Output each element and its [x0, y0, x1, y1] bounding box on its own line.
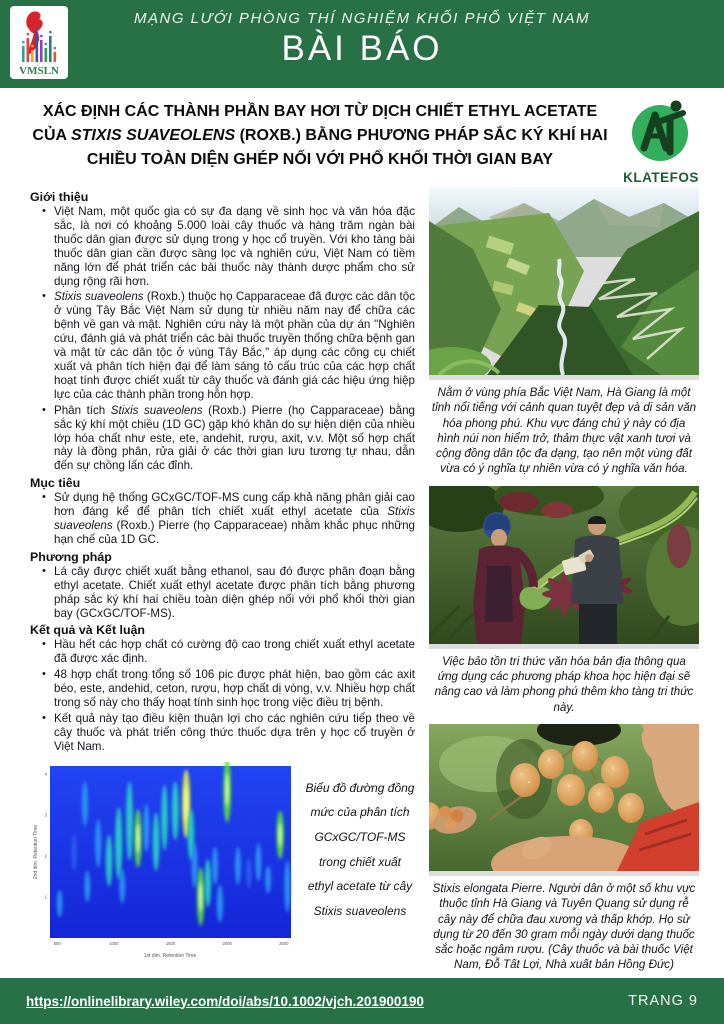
chromatogram-peak: [85, 871, 91, 902]
title-section: [0, 88, 724, 185]
chromatogram-peak: [256, 843, 262, 881]
vmsln-logo: [10, 6, 68, 79]
section-heading: Mục tiêu: [30, 476, 81, 491]
klatefos-logo-icon: [628, 100, 694, 164]
chart-tick-label: 2: [44, 853, 47, 859]
network-name: MẠNG LƯỚI PHÒNG THÍ NGHIỆM KHỐI PHỔ VIỆT NAM: [134, 10, 590, 27]
photo-fieldwork: [429, 486, 699, 649]
bullet-item: • Việt Nam, một quốc gia có sự đa dạng về sinh học và văn hóa đặc sắc, là nơi có khoảng 5.000 loài cây thuốc và hàng trăm ngàn bài thuốc dân gian được sử dụng trong y học cổ truyền. Với kho tàng bài thuốc dân gian cần được sàng lọc và nghiên cứu, Việt Nam có tiềm năng lớn để phát triển các bài thuốc này thành dược phẩm cho sử dụng rộng rãi hơn.: [54, 205, 415, 288]
source-link[interactable]: https://onlinelibrary.wiley.com/doi/abs/10.1002/vjch.201900190: [26, 993, 424, 1009]
chromatogram-peak: [172, 781, 179, 839]
chart-caption: Biểu đồ đường đồng mức của phân tích GCxGC/TOF-MS trong chiết xuất ethyl acetate từ cây Stixis suaveolens: [305, 780, 415, 918]
chart-tick-label: 2500: [279, 940, 289, 946]
vmsln-logo-text: VMSLN: [19, 65, 59, 77]
bullet-item: • Sử dụng hệ thống GCxGC/TOF-MS cung cấp khả năng phân giải cao hơn đáng kể để phân tích chiết xuất ethyl acetate của Stixis suaveolens (Roxb.) Pierre (họ Capparaceae) nhằm khắc phục những hạn chế của 1D GC.: [54, 491, 415, 547]
bullet-item: • 48 hợp chất trong tổng số 106 pic được phát hiện, bao gồm các axit béo, este, andehid, ceton, rượu, hợp chất dị vòng, v.v. Nhiều hợp chất trong số này cho thấy hoạt tính sinh học trong việc điều trị bệnh.: [54, 668, 415, 710]
title-part1: XÁC ĐỊNH CÁC THÀNH PHẦN BAY HƠI TỪ DỊCH CHIẾT ETHYL ACETATE CỦA: [32, 103, 598, 144]
figure-caption: Stixis elongata Pierre. Người dân ở một số khu vực thuộc tỉnh Hà Giang và Tuyên Quang sử dụng rễ cây này để chữa đau xương và thấp khớp. Họ sử dụng từ 20 đến 30 gram mỗi ngày dưới dạng thuốc sắc hoặc ngâm rượu. (Cây thuốc và bài thuốc Việt Nam, Đỗ Tất Lợi, Nhà xuất bản Hồng Đức): [432, 881, 696, 972]
chart-xlabel: 1st dim. Retention Time: [143, 952, 197, 959]
chromatogram-peak: [246, 857, 251, 888]
text-column: [30, 187, 415, 982]
header-text: [0, 0, 724, 69]
title-species-italic: STIXIS SUAVEOLENS: [70, 127, 236, 144]
chromatogram-peak: [265, 865, 271, 893]
vmsln-logo-icon: [12, 8, 66, 77]
klatefos-label: KLATEFOS: [623, 170, 699, 185]
bullet-list: [30, 205, 415, 473]
chromatogram-peak: [115, 807, 122, 879]
klatefos-logo: [614, 100, 708, 185]
main-content: [0, 185, 724, 982]
peak-core: [185, 786, 188, 820]
doc-type-title: BÀI BÁO: [281, 29, 443, 68]
bullet-list: [30, 565, 415, 621]
chromatogram-peak: [205, 859, 211, 907]
chart-tick-label: 1: [44, 894, 47, 900]
bullet-item: • Phân tích Stixis suaveolens (Roxb.) Pierre (họ Capparaceae) bằng sắc ký khí một chiều (1D GC) gặp khó khăn do sự hiện diện của nhiều lớp hóa chất như este, ete, andehit, rượu, axit, v.v. Một số hợp chất này là đồng phân, rửa giải ở các thời gian lưu tương tự nhau, dẫn đến sự chồng lấn các đỉnh.: [54, 404, 415, 474]
figure-fieldwork: [429, 486, 699, 715]
bullet-item: • Hầu hết các hợp chất có cường độ cao trong chiết xuất ethyl acetate đã được xác định.: [54, 638, 415, 666]
bullet-list: [30, 491, 415, 547]
chromatogram-peak: [57, 890, 63, 918]
section-heading: Kết quả và Kết luận: [30, 623, 145, 638]
chromatogram-peak: [235, 847, 241, 885]
peak-core: [279, 823, 282, 847]
page-footer: [0, 978, 724, 1024]
chromatogram-peak: [161, 785, 167, 850]
chromatogram-peak: [153, 812, 160, 870]
contour-plot: [30, 762, 295, 960]
peak-core: [226, 773, 229, 806]
chromatogram-peak: [120, 869, 126, 903]
chart-tick-label: 1500: [165, 940, 176, 946]
chromatogram-peak: [192, 843, 198, 888]
chart-tick-label: 4: [44, 771, 47, 777]
chart-tick-label: 500: [53, 940, 61, 946]
chart-row: [30, 762, 415, 960]
title-part2: (ROXB.) BẰNG PHƯƠNG PHÁP SẮC KÝ KHÍ HAI CHIỀU TOÀN DIỆN GHÉP NỐI VỚI PHỔ KHỐI THỜI GIAN BAY: [86, 127, 608, 168]
chart-tick-label: 3: [44, 812, 47, 818]
figure-caption: Việc bảo tồn tri thức văn hóa bản địa thông qua ứng dụng các phương pháp khoa học hiện đại sẽ nâng cao và làm phong phú thêm kho tàng tri thức này.: [434, 654, 694, 714]
photo-column: [429, 187, 699, 982]
fruits-illustration: [429, 724, 699, 871]
peak-core: [137, 823, 140, 852]
chromatogram-peak: [95, 819, 101, 867]
chromatogram-peak: [212, 847, 218, 885]
chromatogram-peak: [106, 835, 112, 887]
section-heading: Giới thiệu: [30, 190, 89, 204]
chromatogram-peak: [143, 804, 149, 852]
fieldwork-illustration: [429, 486, 699, 644]
chromatogram-peak: [126, 781, 133, 860]
peak-core: [199, 882, 202, 911]
bullet-item: • Kết quả này tạo điều kiện thuận lợi cho các nghiên cứu tiếp theo về cây thuốc và phát triển công thức thuốc dựa trên y học cổ truyền ở Việt Nam.: [54, 712, 415, 754]
figure-fruits: [429, 724, 699, 973]
chromatogram-peak: [72, 833, 77, 871]
bullet-list: [30, 638, 415, 753]
chart-tick-label: 1000: [109, 940, 119, 946]
page-header: [0, 0, 724, 88]
article-title: [26, 100, 614, 185]
bullet-item: • Lá cây được chiết xuất bằng ethanol, sau đó được phân đoạn bằng ethyl acetate. Chiết xuất ethyl acetate được phân tích bằng phương pháp sắc ký khí hai chiều toàn diện ghép nối với phổ khối thời gian bay (GCxGC/TOF-MS).: [54, 565, 415, 621]
page-number: TRANG 9: [628, 993, 698, 1009]
chromatogram-peak: [217, 884, 223, 922]
chart-tick-label: 2000: [222, 940, 232, 946]
section-heading: Phương pháp: [30, 549, 112, 564]
landscape-illustration: [429, 187, 699, 375]
figure-caption: Nằm ở vùng phía Bắc Việt Nam, Hà Giang là một tỉnh nổi tiếng với cảnh quan tuyệt đẹp và di sản văn hóa phong phú. Khu vực đáng chú ý này có địa hình núi non hiểm trở, thảm thực vật xanh tươi và cộng đồng dân tộc đa dạng, tạo nên một vùng đất vừa có ý nghĩa tự nhiên vừa có ý nghĩa văn hóa.: [431, 386, 697, 476]
chromatogram-peak: [284, 860, 290, 912]
chromatogram-peak: [82, 781, 88, 826]
chart-ylabel: 2nd dim. Retention Time: [33, 824, 39, 879]
bullet-item: • Stixis suaveolens (Roxb.) thuộc họ Capparaceae đã được các dân tộc ở vùng Tây Bắc Việt Nam sử dụng từ nhiều năm nay để chữa các bệnh về gan và mật. Nghiên cứu này là một phần của dự án "Nghiên cứu, đánh giá và phát triển các bài thuốc truyền thống chữa bệnh gan và mật từ các dân tộc ở vùng Tây Bắc," áp dụng các công cụ chiết xuất và phân tích hiện đại để làm sáng tỏ cấu trúc của các hợp chất hoạt tính được chiết xuất từ cây thuốc và đánh giá các hiệu ứng hiệp lực của các thành phần trong hỗn hợp.: [54, 290, 415, 401]
photo-ha-giang-landscape: [429, 187, 699, 380]
figure-landscape: [429, 187, 699, 477]
chart-figure: [30, 762, 295, 960]
sections-root: [30, 190, 415, 754]
photo-stixis-fruits: [429, 724, 699, 876]
